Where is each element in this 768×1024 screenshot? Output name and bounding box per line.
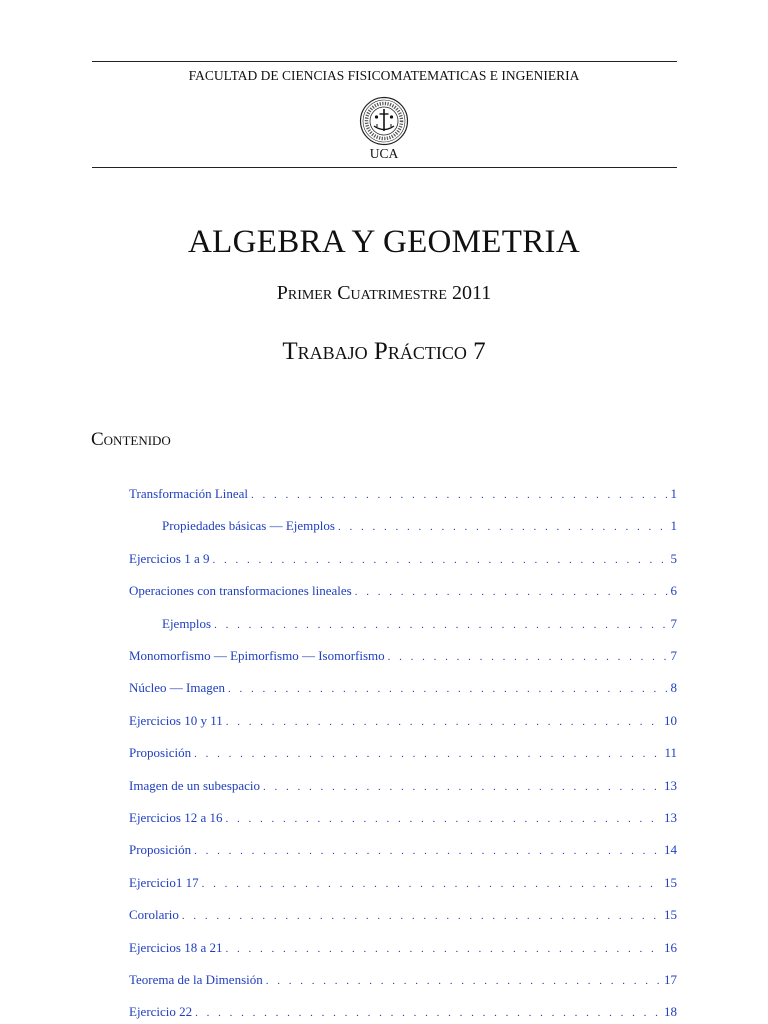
- practice-title: Trabajo Práctico 7: [282, 338, 486, 365]
- toc-leader-dots: [214, 619, 667, 631]
- toc-entry[interactable]: [129, 972, 677, 990]
- toc-entry-label[interactable]: Imagen de un subespacio: [129, 777, 261, 793]
- document-title: ALGEBRA Y GEOMETRIA: [188, 224, 580, 260]
- toc-entry-label[interactable]: Monomorfismo — Epimorfismo — Isomorfismo: [129, 648, 385, 663]
- toc-entry[interactable]: [129, 551, 677, 569]
- university-abbreviation: UCA: [369, 146, 399, 161]
- toc-leader-dots: [338, 521, 668, 533]
- toc-entry-label[interactable]: Núcleo — Imagen: [129, 680, 226, 696]
- toc-entry-label[interactable]: Proposición: [129, 745, 192, 761]
- toc-entry-page[interactable]: 17: [664, 972, 677, 987]
- toc-leader-dots: [266, 975, 661, 987]
- toc-leader-dots: [263, 781, 661, 793]
- toc-leader-dots: [388, 651, 668, 663]
- toc-entry[interactable]: [129, 842, 677, 860]
- document-subtitle: Primer Cuatrimestre 2011: [276, 282, 492, 304]
- toc-entry[interactable]: [129, 745, 677, 763]
- toc-leader-dots: [226, 813, 662, 825]
- toc-entry-page[interactable]: 15: [664, 907, 677, 923]
- toc-leader-dots: [226, 716, 661, 728]
- toc-entry-label[interactable]: Ejercicio 22: [129, 1004, 193, 1020]
- university-seal-icon: [359, 96, 409, 146]
- toc-leader-dots: [226, 943, 662, 955]
- toc-entry-page[interactable]: 6: [670, 583, 677, 599]
- toc-entry[interactable]: [129, 713, 677, 731]
- toc-entry-label[interactable]: Ejercicios 10 y 11: [129, 712, 223, 728]
- toc-entry-label[interactable]: Ejercicios 1 a 9: [129, 550, 210, 566]
- toc-entry-label[interactable]: Corolario: [129, 907, 179, 923]
- toc-leader-dots: [202, 878, 661, 890]
- toc-entry-page[interactable]: 7: [670, 615, 677, 631]
- toc-entry-page[interactable]: 1: [670, 486, 677, 501]
- toc-entry-label[interactable]: Operaciones con transformaciones lineales: [129, 583, 352, 599]
- toc-entry[interactable]: [129, 940, 677, 958]
- toc-entry-label[interactable]: Transformación Lineal: [129, 486, 249, 501]
- toc-entry[interactable]: [162, 518, 677, 536]
- toc-entry-page[interactable]: 11: [664, 745, 677, 761]
- toc-entry-page[interactable]: 13: [664, 810, 677, 825]
- toc-entry-page[interactable]: 8: [670, 680, 677, 696]
- contents-heading: Contenido: [91, 429, 171, 450]
- header-rule-bottom: [92, 167, 677, 168]
- toc-entry[interactable]: [129, 486, 677, 504]
- faculty-name: FACULTAD DE CIENCIAS FISICOMATEMATICAS E INGENIERIA: [188, 68, 580, 83]
- toc-entry-label[interactable]: Ejemplos: [162, 615, 212, 631]
- toc-entry[interactable]: [129, 583, 677, 601]
- toc-entry-label[interactable]: Propiedades básicas — Ejemplos: [162, 518, 335, 534]
- toc-entry-page[interactable]: 5: [670, 550, 677, 566]
- toc-entry-page[interactable]: 15: [664, 874, 677, 890]
- toc-entry[interactable]: [129, 875, 677, 893]
- toc-leader-dots: [194, 845, 661, 857]
- toc-entry-page[interactable]: 18: [664, 1004, 677, 1020]
- toc-leader-dots: [213, 554, 668, 566]
- header-rule-top: [92, 61, 677, 62]
- toc-entry-page[interactable]: 7: [670, 648, 677, 663]
- toc-leader-dots: [251, 489, 667, 501]
- toc-entry[interactable]: [162, 616, 677, 634]
- toc-entry-page[interactable]: 1: [670, 518, 677, 534]
- toc-entry[interactable]: [129, 810, 677, 828]
- toc-entry-label[interactable]: Ejercicio1 17: [129, 874, 199, 890]
- toc-entry[interactable]: [129, 907, 677, 925]
- toc-entry-page[interactable]: 16: [664, 939, 677, 955]
- toc-entry-page[interactable]: 10: [664, 712, 677, 728]
- toc-entry-label[interactable]: Teorema de la Dimensión: [129, 972, 263, 987]
- toc-leader-dots: [355, 586, 668, 598]
- toc-entry[interactable]: [129, 778, 677, 796]
- toc-entry-label[interactable]: Proposición: [129, 842, 192, 858]
- toc-leader-dots: [228, 683, 667, 695]
- toc-leader-dots: [195, 1007, 661, 1019]
- toc-leader-dots: [194, 748, 661, 760]
- toc-leader-dots: [182, 910, 661, 922]
- toc-entry[interactable]: [129, 680, 677, 698]
- toc-entry[interactable]: [129, 1004, 677, 1022]
- toc-entry-page[interactable]: 13: [664, 777, 677, 793]
- toc-entry-label[interactable]: Ejercicios 18 a 21: [129, 939, 223, 955]
- toc-entry[interactable]: [129, 648, 677, 666]
- toc-entry-label[interactable]: Ejercicios 12 a 16: [129, 810, 223, 825]
- toc-entry-page[interactable]: 14: [664, 842, 677, 858]
